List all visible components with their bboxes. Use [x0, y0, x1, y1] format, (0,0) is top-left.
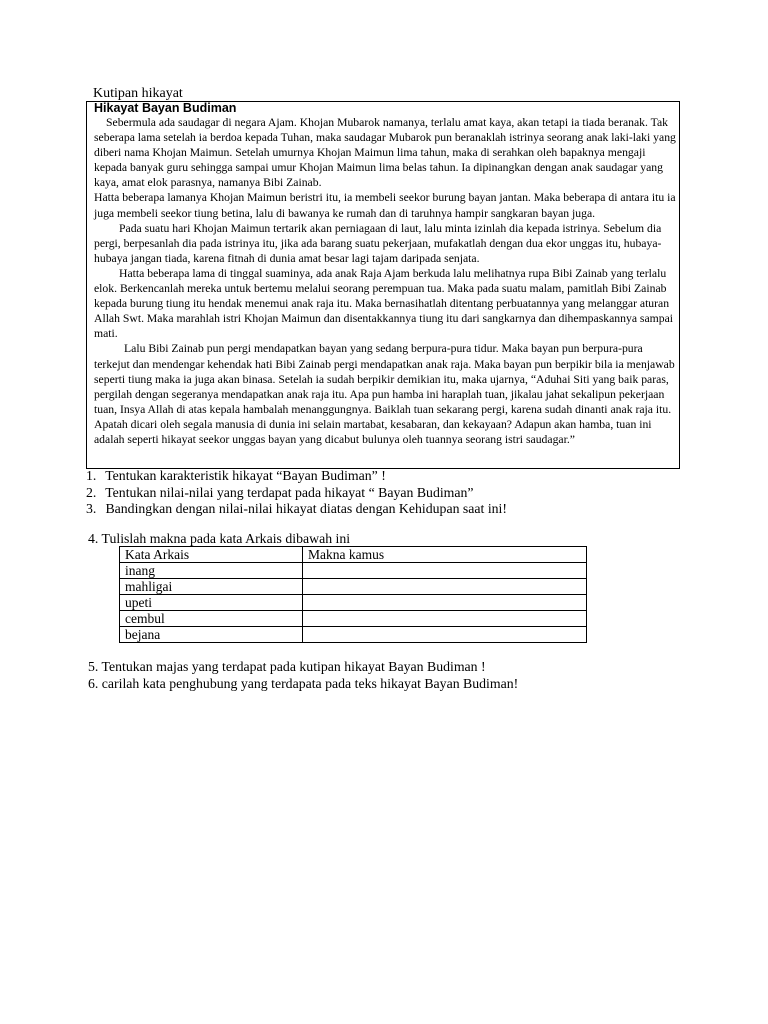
table-header-cell: Makna kamus	[303, 547, 587, 563]
question-number: 1.	[86, 468, 97, 483]
question-item	[86, 468, 507, 485]
table-cell-meaning[interactable]	[303, 611, 587, 627]
final-questions	[88, 659, 518, 692]
story-paragraph: Lalu Bibi Zainab pun pergi mendapatkan bayan yang sedang berpura-pura tidur. Maka bayan pun berpura-pura terkejut dan mendengar kehendak hati Bibi Zainab pergi mendapatkan anak raja. Maka bayan pun berpikir bila ia menjawab seperti tiung maka ia juga akan binasa. Setelah ia sudah berpikir demikian itu, maka ujarnya, “Aduhai Siti yang baik paras, pergilah dengan segeranya mendapatkan anak raja itu. Apa pun hamba ini haraplah tuan, jikalau jahat sekalipun pekerjaan tuan, Insya Allah di atas kepala hambalah menanggungnya. Baiklah tuan sekarang pergi, karena sudah dinanti anak raja itu. Apatah dicari oleh segala manusia di dunia ini selain martabat, kesabaran, dan kekayaan? Adapun akan hamba, tuan ini adalah seperti hikayat seekor unggas bayan yang dicabut bulunya oleh tuannya seorang istri saudagar.”	[94, 342, 675, 446]
question-item	[86, 485, 507, 502]
table-row	[120, 611, 587, 627]
table-row	[120, 595, 587, 611]
table-cell-word: cembul	[120, 611, 303, 627]
excerpt-label: Kutipan hikayat	[93, 86, 183, 101]
question-number: 3.	[86, 501, 97, 516]
story-paragraph: Hatta beberapa lama di tinggal suaminya, ada anak Raja Ajam berkuda lalu melihatnya rupa Bibi Zainab yang terlalu elok. Berkencanlah mereka untuk bertemu melalui seorang perempuan tua. Maka pada suatu malam, pamitlah Bibi Zainab kepada burung tiung itu hendak menemui anak raja itu. Maka bernasihatlah ditentang perbuatannya yang melanggar aturan Allah Swt. Maka marahlah istri Khojan Maimun dan disentakkannya tiung itu dari sangkarnya dan dihempaskannya sampai mati.	[94, 266, 674, 341]
question-text: Tentukan karakteristik hikayat “Bayan Budiman” !	[105, 468, 386, 483]
question-text: Bandingkan dengan nilai-nilai hikayat diatas dengan Kehidupan saat ini!	[105, 501, 507, 516]
table-cell-word: bejana	[120, 627, 303, 643]
table-row	[120, 627, 587, 643]
question-number: 2.	[86, 484, 97, 500]
archaic-words-table	[119, 546, 587, 643]
question-6: 6. carilah kata penghubung yang terdapata pada teks hikayat Bayan Budiman!	[88, 675, 519, 691]
table-cell-meaning[interactable]	[303, 563, 587, 579]
table-header-cell: Kata Arkais	[120, 547, 303, 563]
question-4: 4. Tulislah makna pada kata Arkais dibawah ini	[88, 531, 351, 546]
question-text: Tentukan nilai-nilai yang terdapat pada hikayat “ Bayan Budiman”	[105, 484, 474, 500]
table-cell-word: inang	[120, 563, 303, 579]
story-body	[94, 115, 679, 447]
story-paragraph: Hatta beberapa lamanya Khojan Maimun beristri itu, ia membeli seekor burung bayan jantan. Maka beberapa di antara itu ia juga membeli seekor tiung betina, lalu di bawanya ke rumah dan di taruhnya hampir sangkaran bayan juga.	[94, 191, 676, 220]
table-cell-meaning[interactable]	[303, 627, 587, 643]
table-cell-meaning[interactable]	[303, 595, 587, 611]
table-row	[120, 563, 587, 579]
table-row	[120, 579, 587, 595]
question-item	[86, 501, 507, 518]
table-cell-word: mahligai	[120, 579, 303, 595]
table-cell-meaning[interactable]	[303, 579, 587, 595]
story-paragraph: Pada suatu hari Khojan Maimun tertarik akan perniagaan di laut, lalu minta izinlah dia kepada istrinya. Sebelum dia pergi, berpesanlah dia pada istrinya itu, jika ada barang suatu pekerjaan, mufakatlah dengan dua ekor unggas itu, hubaya-hubaya jangan tiada, karena fitnah di dunia amat besar lagi tajam daripada senjata.	[94, 221, 662, 265]
story-box	[86, 101, 680, 469]
story-paragraph: Sebermula ada saudagar di negara Ajam. Khojan Mubarok namanya, terlalu amat kaya, akan tetapi ia tiada beranak. Tak seberapa lama setelah ia berdoa kepada Tuhan, maka saudagar Mubarok pun beranaklah istrinya seorang anak laki-laki yang diberi nama Khojan Maimun. Setelah umurnya Khojan Maimun lima tahun, maka di serahkan oleh bapaknya mengaji kepada banyak guru sehingga sampai umur Khojan Maimun lima belas tahun. Ia dipinangkan dengan anak saudagar yang kaya, amat elok parasnya, namanya Bibi Zainab.	[94, 116, 676, 190]
question-5: 5. Tentukan majas yang terdapat pada kutipan hikayat Bayan Budiman !	[88, 659, 486, 674]
story-title: Hikayat Bayan Budiman	[94, 101, 237, 115]
question-list	[86, 468, 507, 518]
table-cell-word: upeti	[120, 595, 303, 611]
table-header-row	[120, 547, 587, 563]
